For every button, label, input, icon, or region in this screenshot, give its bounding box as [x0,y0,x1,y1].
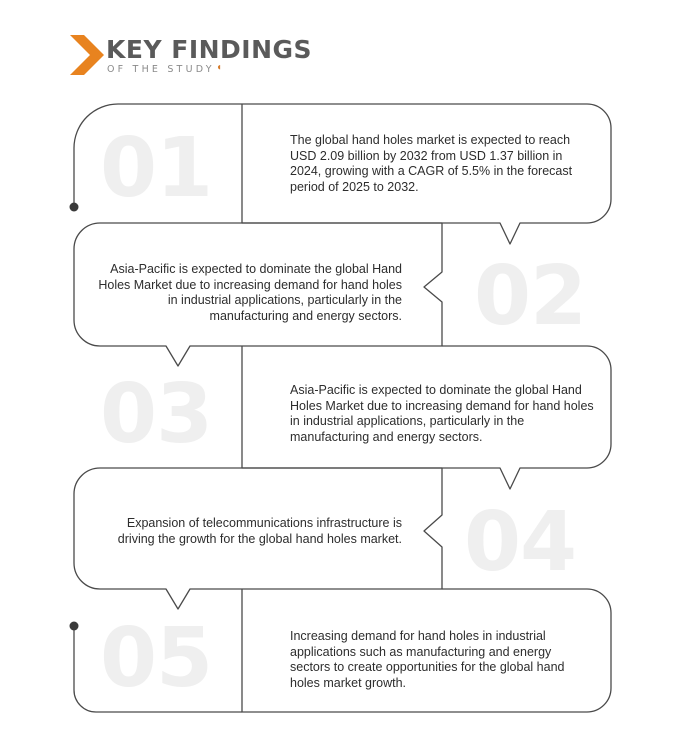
page-subtitle: OF THE STUDY [107,64,215,75]
timeline-dot-bottom [70,622,79,631]
finding-number-1: 01 [100,121,213,216]
finding-text-1: The global hand holes market is expected to reach USD 2.09 billion by 2032 from USD 1.37 billion in 2024, growing with a CAGR of 5.5% in the forecast period of 2025 to 2032. [290,133,573,194]
finding-number-2: 02 [474,249,587,344]
finding-box-4-right [442,589,611,613]
finding-text-4: Expansion of telecommunications infrastructure is driving the growth for the global hand holes market. [117,516,402,546]
finding-text-2: Asia-Pacific is expected to dominate the global Hand Holes Market due to increasing demand for hand holes in industrial applications, particularly in the manufacturing and energy sectors. [98,262,402,323]
finding-number-3: 03 [100,367,213,462]
finding-text-3: Asia-Pacific is expected to dominate the global Hand Holes Market due to increasing demand for hand holes in industrial applications, particularly in the manufacturing and energy sectors. [290,383,594,444]
finding-number-5: 05 [100,611,213,706]
timeline-dot-top [70,203,79,212]
finding-box-2-right [442,346,611,370]
finding-number-4: 04 [464,495,577,590]
page-title: KEY FINDINGS [106,35,313,64]
decorative-dot-icon: ◖ [216,62,223,73]
finding-text-5: Increasing demand for hand holes in industrial applications such as manufacturing and energy sectors to create opportunities for the global hand holes market growth. [290,629,565,690]
